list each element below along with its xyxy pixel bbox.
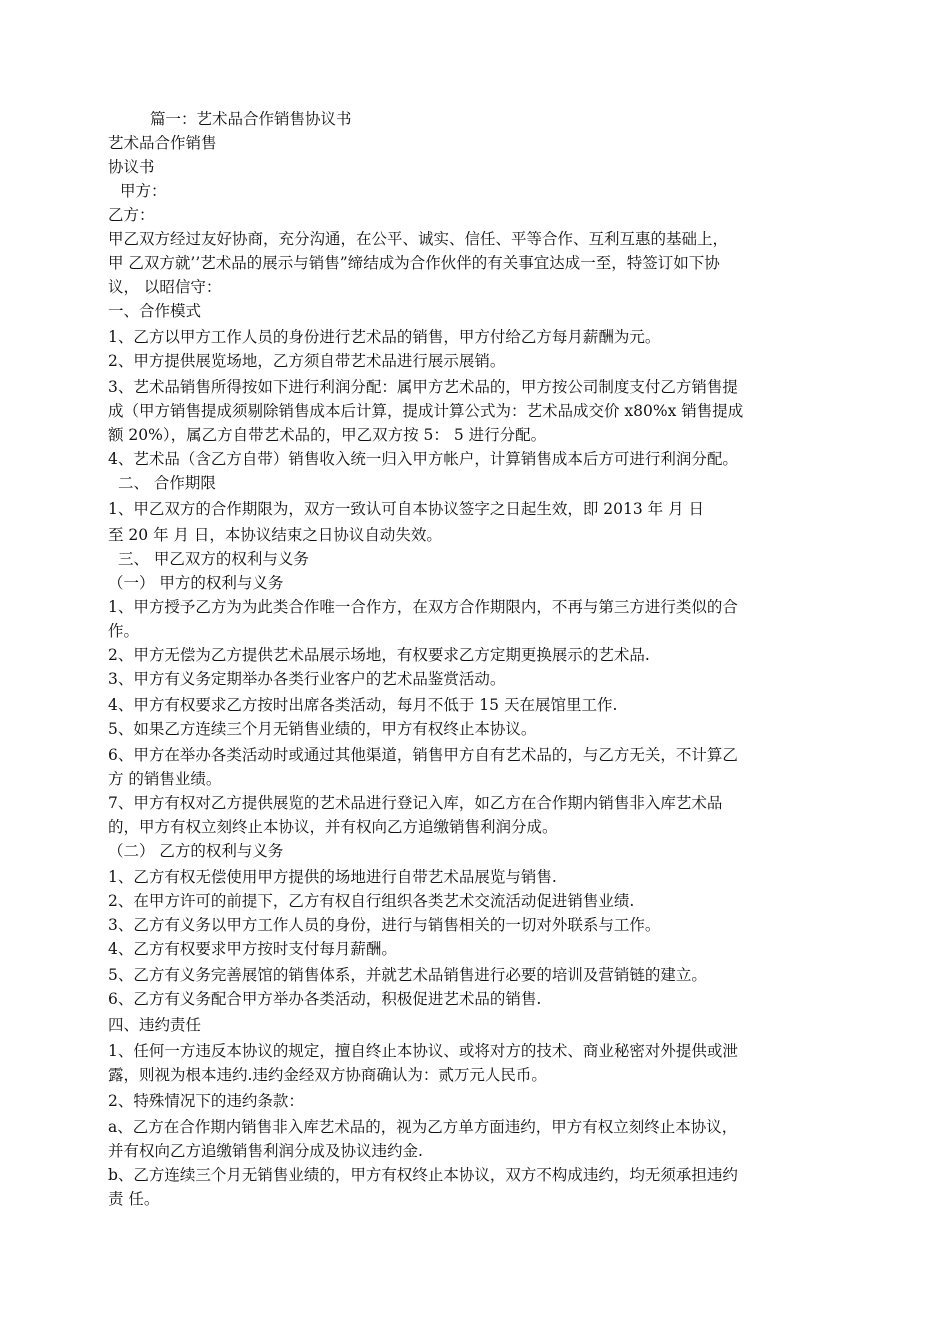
clause-line: 2、甲方提供展览场地，乙方须自带艺术品进行展示展销。 <box>108 352 506 370</box>
clause-line: 1、乙方以甲方工作人员的身份进行艺术品的销售，甲方付给乙方每月薪酬为元。 <box>108 328 661 346</box>
clause-line: 3、乙方有义务以甲方工作人员的身份，进行与销售相关的一切对外联系与工作。 <box>108 916 661 934</box>
clause-line: 4、甲方有权要求乙方按时出席各类活动，每月不低于 15 天在展馆里工作. <box>108 696 618 714</box>
clause-line: 至 20 年 月 日，本协议结束之日协议自动失效。 <box>108 526 442 544</box>
party-b-label: 乙方： <box>108 206 155 224</box>
paragraph-line: 议， 以昭信守： <box>108 278 222 296</box>
clause-line: 作。 <box>108 622 140 640</box>
section-heading: 一、合作模式 <box>108 302 202 320</box>
clause-line: 5、如果乙方连续三个月无销售业绩的，甲方有权终止本协议。 <box>108 720 537 738</box>
clause-line: 责 任。 <box>108 1190 160 1208</box>
clause-line: 3、艺术品销售所得按如下进行利润分配：属甲方艺术品的，甲方按公司制度支付乙方销售提 <box>108 378 738 396</box>
clause-line: 2、甲方无偿为乙方提供艺术品展示场地，有权要求乙方定期更换展示的艺术品. <box>108 646 650 664</box>
clause-line: 成（甲方销售提成须剔除销售成本后计算，提成计算公式为：艺术品成交价 x80%x 销售提成 <box>108 402 744 420</box>
document-heading: 协议书 <box>108 158 155 176</box>
clause-line: 露，则视为根本违约.违约金经双方协商确认为：贰万元人民币。 <box>108 1066 547 1084</box>
clause-line: 6、甲方在举办各类活动时或通过其他渠道，销售甲方自有艺术品的，与乙方无关，不计算乙 <box>108 746 738 764</box>
clause-line: 额 20%），属乙方自带艺术品的，甲乙双方按 5： 5 进行分配。 <box>108 426 547 444</box>
clause-line: 7、甲方有权对乙方提供展览的艺术品进行登记入库，如乙方在合作期内销售非入库艺术品 <box>108 794 723 812</box>
clause-line: 3、甲方有义务定期举办各类行业客户的艺术品鉴赏活动。 <box>108 670 506 688</box>
clause-line: 5、乙方有义务完善展馆的销售体系，并就艺术品销售进行必要的培训及营销链的建立。 <box>108 966 707 984</box>
clause-line: 6、乙方有义务配合甲方举办各类活动，积极促进艺术品的销售. <box>108 990 542 1008</box>
clause-line: a、乙方在合作期内销售非入库艺术品的，视为乙方单方面违约，甲方有权立刻终止本协议， <box>108 1118 738 1136</box>
clause-line: b、乙方连续三个月无销售业绩的，甲方有权终止本协议，双方不构成违约，均无须承担违约 <box>108 1166 738 1184</box>
subsection-heading: （二） 乙方的权利与义务 <box>108 842 284 860</box>
paragraph-line: 甲 乙双方就’’艺术品的展示与销售”缔结成为合作伙伴的有关事宜达成一至，特签订如下协 <box>108 254 720 272</box>
document-heading: 艺术品合作销售 <box>108 134 217 152</box>
paragraph-line: 甲乙双方经过友好协商，充分沟通，在公平、诚实、信任、平等合作、互利互惠的基础上， <box>108 230 729 248</box>
clause-line: 1、甲方授予乙方为为此类合作唯一合作方，在双方合作期限内，不再与第三方进行类似的合 <box>108 598 738 616</box>
section-heading: 三、 甲乙双方的权利与义务 <box>118 550 309 568</box>
clause-line: 1、任何一方违反本协议的规定，擅自终止本协议、或将对方的技术、商业秘密对外提供或泄 <box>108 1042 738 1060</box>
document-title: 篇一：艺术品合作销售协议书 <box>150 110 352 128</box>
section-heading: 二、 合作期限 <box>118 474 216 492</box>
section-heading: 四、违约责任 <box>108 1016 202 1034</box>
party-a-label: 甲方： <box>120 182 167 200</box>
clause-line: 4、艺术品（含乙方自带）销售收入统一归入甲方帐户，计算销售成本后方可进行利润分配。 <box>108 450 738 468</box>
clause-line: 2、在甲方许可的前提下，乙方有权自行组织各类艺术交流活动促进销售业绩. <box>108 892 635 910</box>
clause-line: 1、乙方有权无偿使用甲方提供的场地进行自带艺术品展览与销售. <box>108 868 557 886</box>
clause-line: 并有权向乙方追缴销售利润分成及协议违约金. <box>108 1142 423 1160</box>
clause-line: 的，甲方有权立刻终止本协议，并有权向乙方追缴销售利润分成。 <box>108 818 558 836</box>
clause-line: 方 的销售业绩。 <box>108 770 222 788</box>
clause-line: 1、甲乙双方的合作期限为，双方一致认可自本协议签字之日起生效，即 2013 年 月 日 <box>108 500 705 518</box>
clause-line: 4、乙方有权要求甲方按时支付每月薪酬。 <box>108 940 397 958</box>
subsection-heading: （一） 甲方的权利与义务 <box>108 574 284 592</box>
clause-line: 2、特殊情况下的违约条款： <box>108 1092 304 1110</box>
